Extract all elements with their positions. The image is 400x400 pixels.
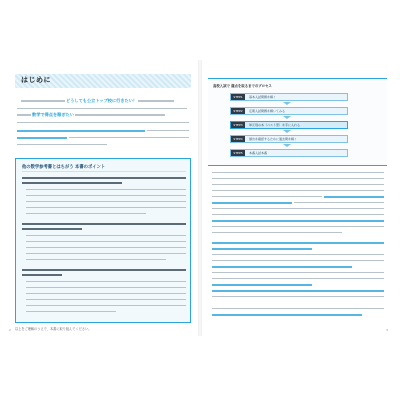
text-line	[26, 293, 186, 294]
text-line	[26, 305, 186, 306]
text-line	[212, 178, 384, 179]
step-number: STEP5	[231, 150, 245, 157]
text-line	[147, 130, 189, 131]
text-line-highlight	[212, 220, 384, 222]
down-arrow-icon	[283, 102, 291, 105]
step-number: STEP2	[231, 108, 245, 115]
point-box	[15, 158, 191, 323]
step-label: 基本入試問題を解く	[249, 95, 277, 99]
text-line	[17, 108, 187, 109]
step-label: 定期入試問題を解いてみる	[249, 109, 286, 113]
text-line	[212, 226, 384, 227]
point-heading-line	[22, 274, 62, 276]
step-number: STEP3	[231, 122, 245, 129]
point-heading-line	[22, 182, 122, 184]
text-line	[212, 172, 384, 173]
down-arrow-icon	[283, 130, 291, 133]
text-line-highlight	[212, 248, 312, 250]
intro-highlight: どうしても公立トップ校に行きたい！	[66, 98, 138, 103]
text-line	[26, 189, 186, 190]
text-line	[26, 253, 186, 254]
step-number: STEP1	[231, 94, 245, 101]
text-line	[212, 208, 384, 209]
step-number: STEP4	[231, 136, 245, 143]
text-line	[212, 272, 384, 273]
page-number-right: 3	[386, 328, 388, 332]
flow-step-3	[230, 121, 348, 129]
text-line-highlight	[212, 290, 384, 292]
text-line	[26, 201, 186, 202]
text-line	[17, 144, 107, 145]
process-flow-box	[208, 78, 387, 166]
step-label: 単元別の本（ベスト型）を手に入れる	[249, 123, 301, 127]
intro-line-1	[21, 98, 191, 105]
step-label: 頻出を確認するために過去問を解く	[249, 137, 298, 141]
text-line	[212, 232, 342, 233]
divider	[22, 171, 186, 172]
right-page	[200, 60, 395, 336]
text-line-highlight	[212, 242, 384, 244]
text-line	[212, 308, 384, 309]
footer-text: 以上をご理解のうえで、本書に取り組んでください。	[15, 327, 92, 331]
text-line	[26, 287, 186, 288]
text-line	[69, 137, 189, 138]
text-line-highlight	[17, 130, 145, 132]
text-line	[26, 241, 186, 242]
point-heading-line	[22, 223, 186, 225]
text-line	[26, 311, 116, 312]
text-line	[26, 281, 186, 282]
text-line	[212, 196, 322, 197]
page-heading: はじめに	[21, 76, 51, 84]
flow-step-1	[230, 93, 348, 101]
text-line	[26, 299, 186, 300]
text-line	[212, 296, 384, 297]
text-line-highlight	[212, 266, 352, 268]
flow-step-5	[230, 149, 348, 157]
text-line	[17, 122, 189, 123]
point-box-title: 他の数学参考書とはちがう 本書のポイント	[22, 165, 106, 170]
text-line	[212, 190, 384, 191]
text-line-highlight	[212, 314, 362, 316]
text-line-highlight	[212, 284, 312, 286]
text-line	[212, 278, 384, 279]
text-line	[26, 213, 146, 214]
page-number-left: 2	[9, 328, 11, 332]
point-heading-line	[22, 228, 82, 230]
flow-title: 高校入試で 満点を取るまでのプロセス	[213, 84, 272, 88]
text-line	[212, 184, 384, 185]
intro-line-2	[17, 112, 191, 119]
intro-highlight-2: 数学で得点を稼ぎたい	[32, 112, 74, 117]
text-line-highlight	[212, 202, 292, 204]
text-line	[26, 207, 186, 208]
book-gutter	[198, 60, 202, 336]
point-heading-line	[22, 269, 186, 271]
text-line	[212, 260, 384, 261]
down-arrow-icon	[283, 116, 291, 119]
text-line	[294, 202, 384, 203]
point-heading-line	[22, 177, 186, 179]
text-line	[26, 247, 186, 248]
flow-step-2	[230, 107, 348, 115]
step-label: 本番入試本番	[249, 151, 268, 155]
text-line	[212, 254, 384, 255]
text-line-highlight	[324, 196, 384, 198]
text-line-highlight	[17, 137, 67, 139]
text-line	[26, 259, 166, 260]
down-arrow-icon	[283, 144, 291, 147]
text-line	[212, 214, 384, 215]
text-line	[26, 235, 186, 236]
flow-step-4	[230, 135, 348, 143]
text-line	[26, 195, 186, 196]
left-page	[5, 60, 200, 336]
